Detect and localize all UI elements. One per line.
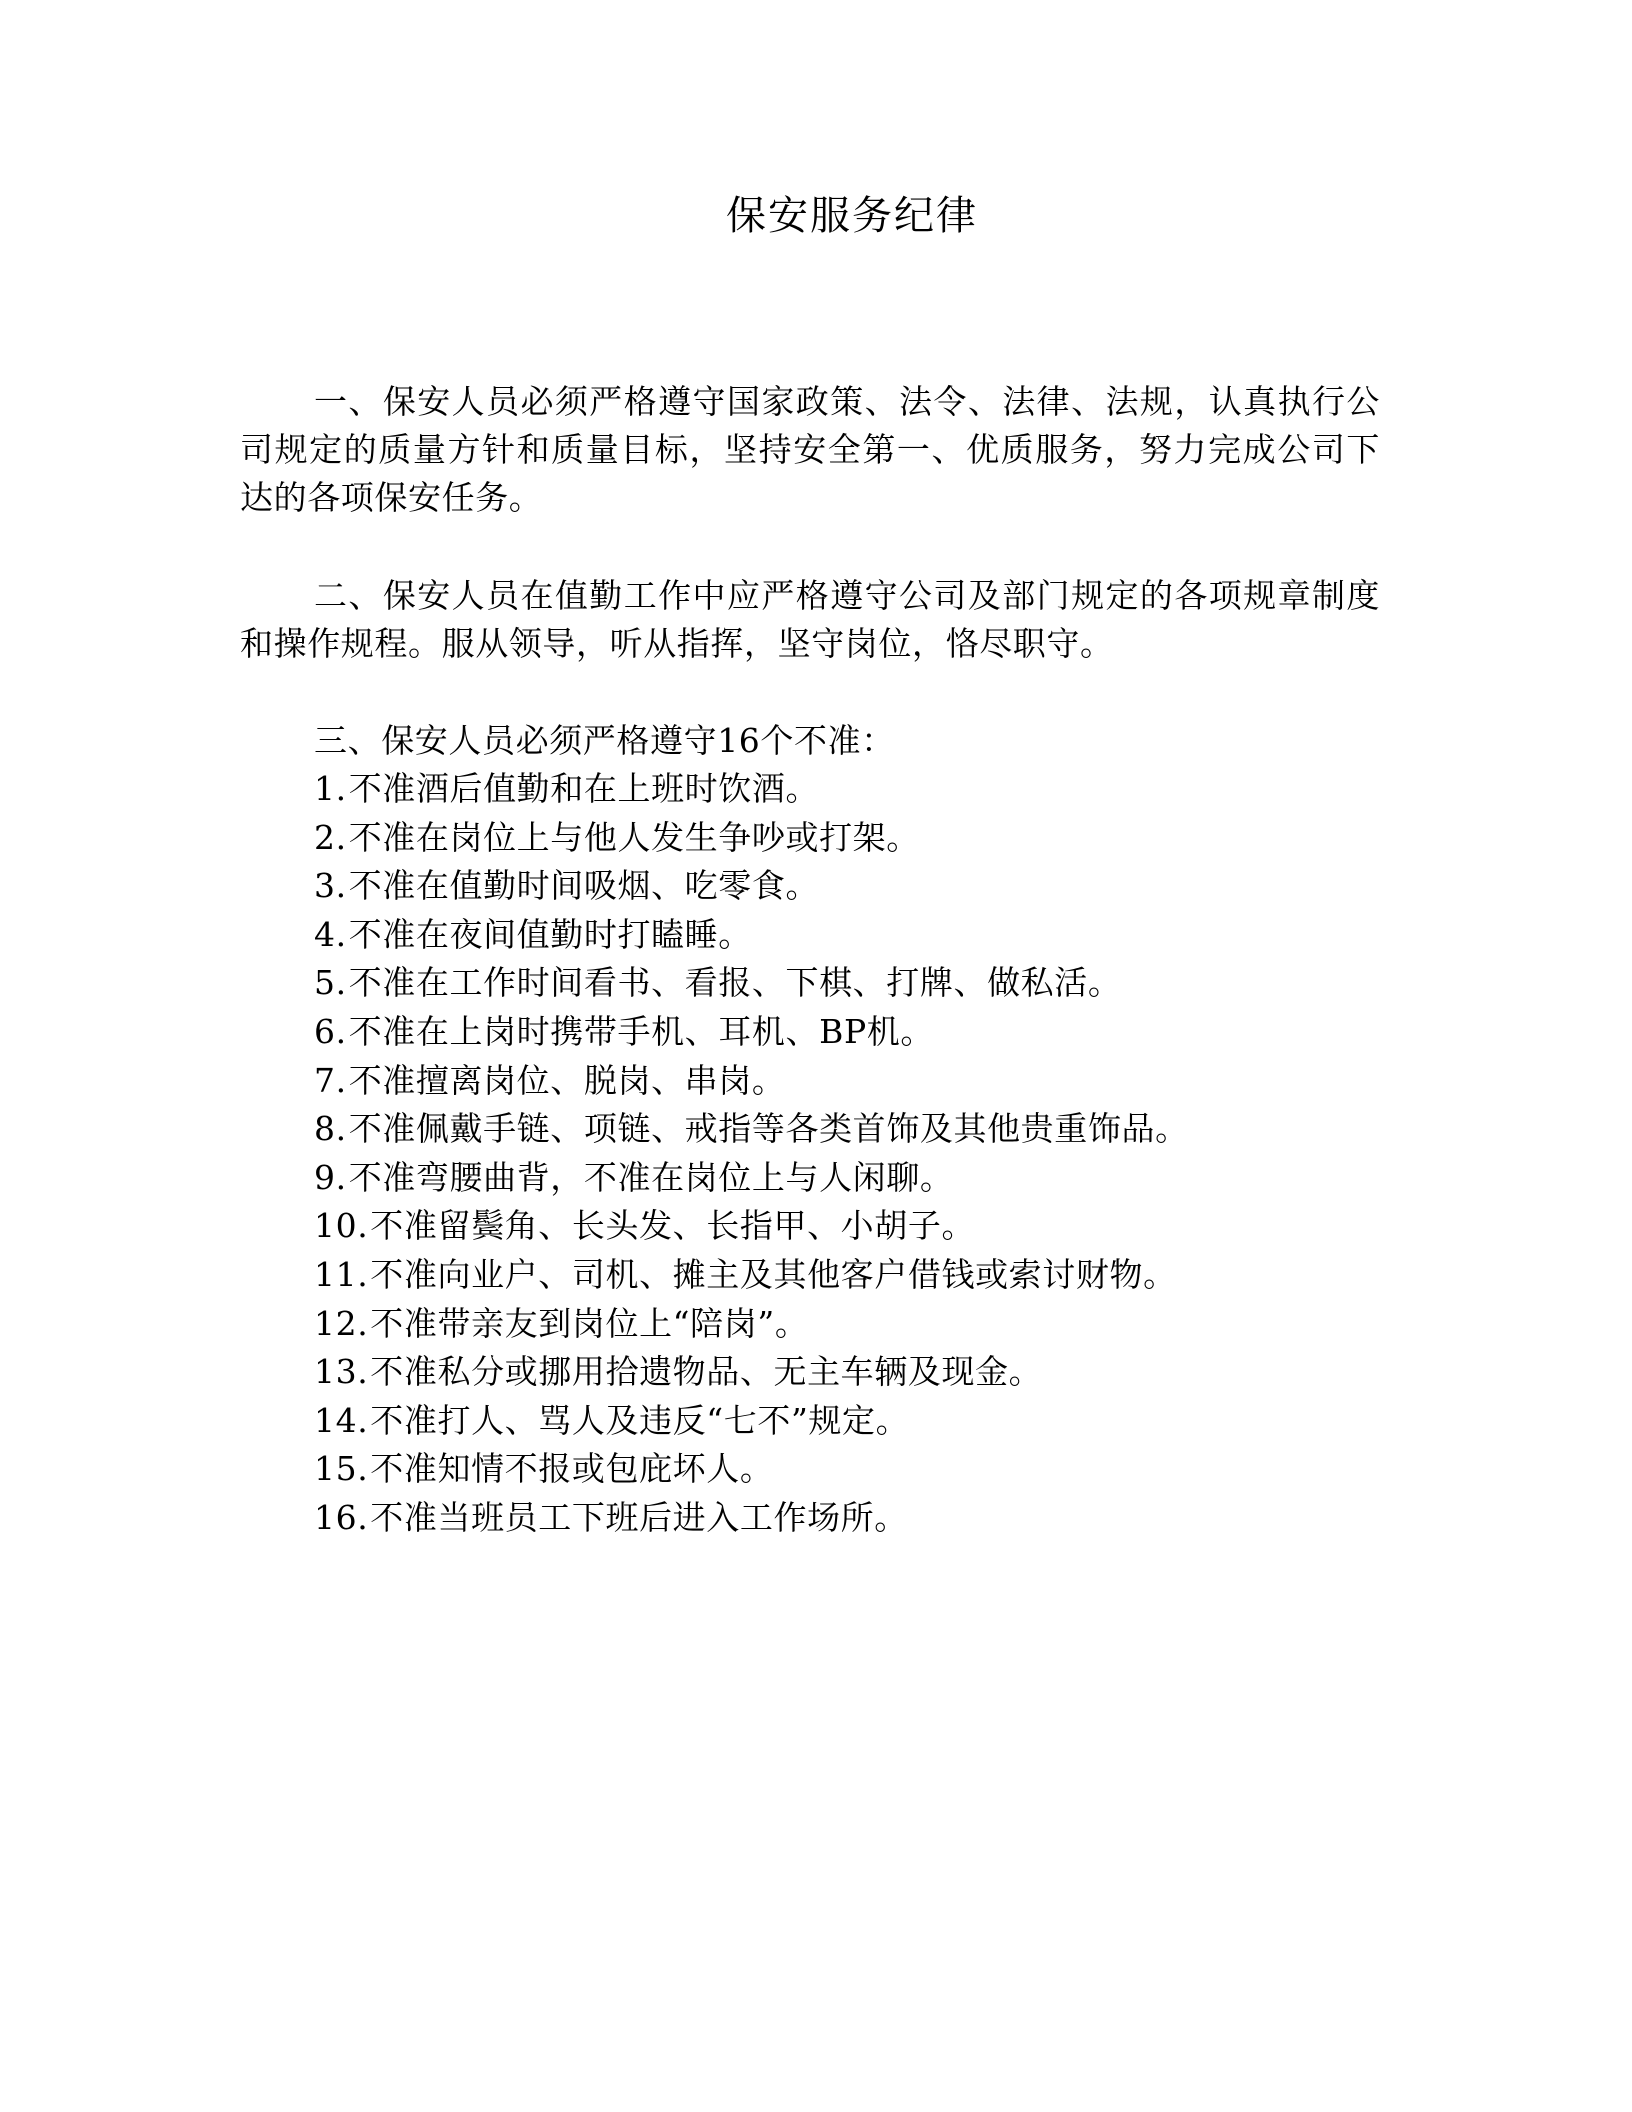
rule-text: 不准在值勤时间吸烟、吃零食。 [348,866,820,906]
rule-number: 8. [314,1109,347,1149]
rule-text: 不准私分或挪用拾遗物品、无主车辆及现金。 [370,1352,1043,1392]
rule-item [314,1300,1189,1349]
rule-item [314,1154,1189,1203]
rule-number: 1. [314,769,347,808]
rule-number: 4. [314,914,347,954]
rule-text: 不准擅离岗位、脱岗、串岗。 [348,1060,786,1100]
rule-text: 不准在工作时间看书、看报、下棋、打牌、做私活。 [348,963,1122,1003]
rule-number: 2. [314,817,347,857]
rule-text: 不准带亲友到岗位上“陪岗”。 [370,1303,809,1343]
document-title: 保安服务纪律 [726,193,978,239]
rule-number: 10. [314,1206,369,1246]
rule-number: 14. [314,1400,369,1440]
rule-number: 16. [314,1497,369,1537]
rule-item [314,814,1189,863]
rule-text: 不准打人、骂人及违反“七不”规定。 [370,1400,910,1440]
rule-item [314,1397,1189,1446]
rule-text: 不准留鬓角、长头发、长指甲、小胡子。 [370,1206,976,1246]
rule-item [314,959,1189,1008]
rule-item [314,911,1189,960]
rule-text: 不准在夜间值勤时打瞌睡。 [348,914,752,954]
rule-item [314,1202,1189,1251]
rule-number: 5. [314,963,347,1003]
rule-number: 7. [314,1060,347,1100]
rules-list [314,765,1189,1543]
rule-text: 不准弯腰曲背，不准在岗位上与人闲聊。 [348,1157,954,1197]
rule-item [314,765,1189,814]
rule-item [314,1008,1189,1057]
rule-item [314,862,1189,911]
rule-text: 不准当班员工下班后进入工作场所。 [370,1497,908,1537]
rule-text: 不准向业户、司机、摊主及其他客户借钱或索讨财物。 [370,1254,1177,1294]
rule-number: 6. [314,1011,347,1051]
paragraph-1: 一、保安人员必须严格遵守国家政策、法令、法律、法规，认真执行公司规定的质量方针和质量目标，坚持安全第一、优质服务，努力完成公司下达的各项保安任务。 [240,382,1380,517]
rule-number: 13. [314,1352,369,1392]
rule-text: 不准佩戴手链、项链、戒指等各类首饰及其他贵重饰品。 [348,1109,1189,1149]
rule-item [314,1251,1189,1300]
rule-text: 不准在上岗时携带手机、耳机、BP机。 [348,1011,934,1051]
rule-item [314,1445,1189,1494]
rule-item [314,1494,1189,1543]
rules-heading: 三、保安人员必须严格遵守16个不准： [314,721,895,760]
rule-number: 11. [314,1254,369,1294]
rule-text: 不准酒后值勤和在上班时饮酒。 [348,769,820,808]
rule-number: 9. [314,1157,347,1197]
rule-number: 3. [314,866,347,906]
rule-text: 不准知情不报或包庇坏人。 [370,1449,774,1489]
rule-item [314,1105,1189,1154]
rule-item [314,1057,1189,1106]
rule-number: 15. [314,1449,369,1489]
rule-number: 12. [314,1303,369,1343]
paragraph-2: 二、保安人员在值勤工作中应严格遵守公司及部门规定的各项规章制度和操作规程。服从领导，听从指挥，坚守岗位，恪尽职守。 [240,576,1380,663]
rule-text: 不准在岗位上与他人发生争吵或打架。 [348,817,920,857]
rule-item [314,1348,1189,1397]
